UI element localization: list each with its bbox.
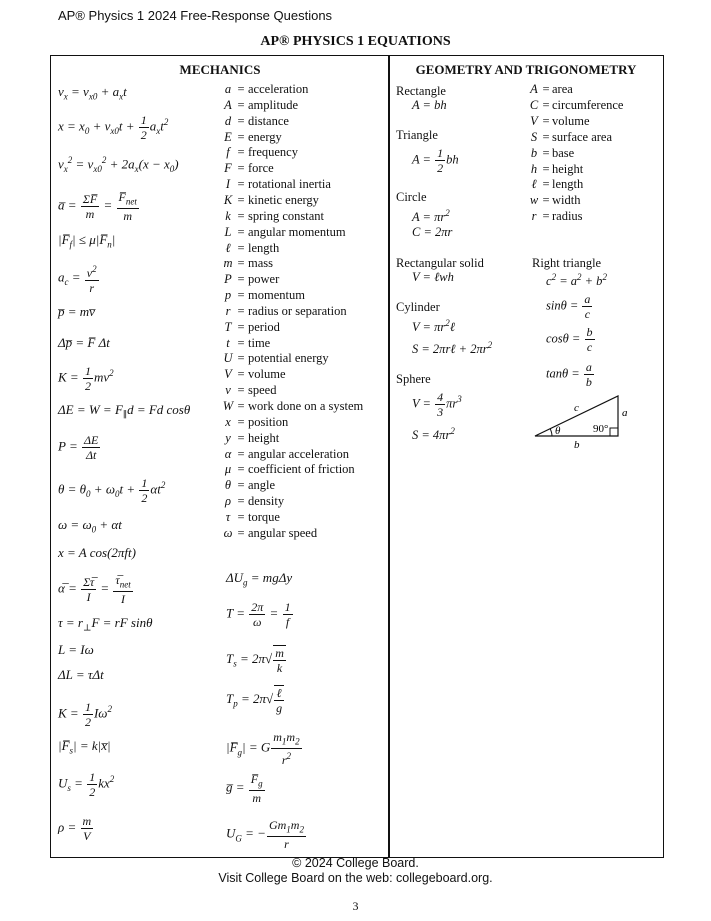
variable-row xyxy=(222,98,298,113)
equation-cylinder-surface: S = 2πrℓ + $2\pi r^2$ xyxy=(412,340,493,357)
equals-sign: = xyxy=(237,303,245,318)
geometry-variable-symbol: b xyxy=(530,145,538,160)
equation-angular-position: $\theta = \theta_0 + \omega_0t$ + $\frac{1}{2}$ $\alpha t^2$ xyxy=(58,476,166,505)
equals-sign: = xyxy=(542,82,550,96)
variable-description: angular speed xyxy=(248,525,318,540)
equals-sign: = xyxy=(542,209,550,224)
equation-pythagorean: $c^2 = a^2 + b^2$ xyxy=(546,272,607,289)
equals-sign: = xyxy=(237,414,245,429)
equation-angular-momentum: L = Iω xyxy=(58,642,94,657)
equals-sign: = xyxy=(237,319,245,334)
shape-cylinder: Cylinder xyxy=(396,300,440,314)
variable-symbol: θ xyxy=(224,478,232,493)
variable-description: height xyxy=(248,430,280,445)
variable-description: period xyxy=(248,319,280,334)
variable-row xyxy=(222,304,347,319)
variable-symbol: T xyxy=(224,319,232,334)
label-right-angle: 90° xyxy=(593,423,609,435)
variable-description: mass xyxy=(248,256,273,271)
variable-description: density xyxy=(248,494,285,509)
equation-centripetal: $a_c$ = $\frac{v^2}{r}$ xyxy=(58,264,97,295)
page-title: AP® PHYSICS 1 EQUATIONS xyxy=(260,34,451,49)
variable-row xyxy=(222,526,317,541)
variable-row xyxy=(222,177,331,192)
variable-symbol: a xyxy=(224,82,232,96)
shape-sphere: Sphere xyxy=(396,372,431,386)
equation-power: P = $\frac{\Delta E}{\Delta t}$ xyxy=(58,433,99,462)
variable-description: work done on a system xyxy=(248,399,364,413)
geometry-variable-symbol: h xyxy=(530,161,538,176)
variable-row xyxy=(222,447,349,462)
equation-gravitation: $|F̅_g| = G$ $\frac{m_1m_2}{r^2}$ xyxy=(226,730,300,768)
geometry-variable-row xyxy=(528,130,612,145)
geometry-variable-symbol: A xyxy=(530,82,538,96)
right-triangle-diagram xyxy=(530,390,640,450)
variable-row xyxy=(222,114,289,129)
equals-sign: = xyxy=(237,208,245,223)
equation-sphere-volume: V = $\frac{4}{3}$ $\pi r^3$ xyxy=(412,390,462,419)
column-divider xyxy=(388,55,390,858)
equals-sign: = xyxy=(542,177,550,192)
variable-description: time xyxy=(248,335,271,350)
variable-description: rotational inertia xyxy=(248,177,331,192)
equation-angular-acceleration: α̅ = $\frac{\Sigma\tau̅}{I}$ = $\frac{\tau̅_{net}}{I}$ xyxy=(58,573,131,607)
variable-symbol: x xyxy=(225,414,231,429)
equation-work: $\Delta E = W = F_\parallel d = Fd$ cosθ xyxy=(58,402,191,420)
variable-symbol: r xyxy=(225,303,231,318)
shape-rect-solid: Rectangular solid xyxy=(396,256,484,270)
shape-rectangle: Rectangle xyxy=(396,84,446,98)
equation-impulse: Δp̅ = F̅ Δt xyxy=(58,335,110,350)
equation-angular-impulse: ΔL = τΔt xyxy=(58,667,104,682)
variable-symbol: P xyxy=(224,272,232,287)
equals-sign: = xyxy=(237,335,245,350)
variable-description: position xyxy=(248,414,289,429)
variable-row xyxy=(222,367,286,382)
geometry-variable-row xyxy=(528,82,573,97)
equals-sign: = xyxy=(237,494,245,509)
variable-description: distance xyxy=(248,113,289,128)
variable-symbol: d xyxy=(224,113,232,128)
variable-description: acceleration xyxy=(248,82,309,96)
variable-symbol: U xyxy=(223,351,233,366)
variable-description: angular momentum xyxy=(248,224,346,239)
equation-gravitational-potential: $U_G$ = − $\frac{Gm_1m_2}{r}$ xyxy=(226,818,304,852)
geometry-variable-row xyxy=(528,209,583,224)
equation-rotational-ke: K = $\frac{1}{2}$ $I\omega^2$ xyxy=(58,700,112,729)
variable-symbol: τ xyxy=(225,509,231,524)
variable-symbol: I xyxy=(225,177,231,192)
equation-sine: sinθ = $\frac{a}{c}$ xyxy=(546,292,591,321)
equation-velocity: $v_x = v_{x0} + a_xt$ xyxy=(58,84,127,102)
variable-symbol: E xyxy=(224,129,232,144)
equals-sign: = xyxy=(237,82,245,96)
equation-cylinder-volume: $V = \pi r^2\ell$ xyxy=(412,318,455,335)
equals-sign: = xyxy=(237,383,245,398)
equation-spring-force: $|F̅_s|$ = k|x̅| xyxy=(58,738,111,756)
equals-sign: = xyxy=(237,272,245,287)
equals-sign: = xyxy=(237,177,245,192)
variable-row xyxy=(222,478,275,493)
geometry-variable-description: area xyxy=(552,82,573,96)
variable-symbol: α xyxy=(224,446,232,461)
geometry-variable-description: radius xyxy=(552,209,583,224)
geometry-variable-description: surface area xyxy=(552,129,613,144)
equals-sign: = xyxy=(237,145,245,160)
geometry-variable-row xyxy=(528,114,590,129)
variable-row xyxy=(222,256,273,271)
geometry-variable-symbol: S xyxy=(530,129,538,144)
geometry-variable-symbol: C xyxy=(529,97,539,112)
variable-row xyxy=(222,494,284,509)
equals-sign: = xyxy=(237,288,245,303)
geometry-variable-symbol: r xyxy=(531,209,537,224)
variable-symbol: p xyxy=(224,288,232,303)
equation-friction: $|F̅_f|$ ≤ $\mu|F̅_n|$ xyxy=(58,232,116,250)
footer-copyright: © 2024 College Board. xyxy=(292,856,419,870)
equals-sign: = xyxy=(237,351,245,366)
variable-row xyxy=(222,399,363,414)
equals-sign: = xyxy=(237,478,245,493)
shape-triangle: Triangle xyxy=(396,128,438,142)
geometry-variable-description: width xyxy=(552,193,581,208)
equals-sign: = xyxy=(237,430,245,445)
label-theta: θ xyxy=(555,425,561,437)
variable-row xyxy=(222,320,280,335)
variable-row xyxy=(222,130,282,145)
footer-visit: Visit College Board on the web: collegeboard.org. xyxy=(218,871,493,885)
variable-row xyxy=(222,431,279,446)
geometry-variable-row xyxy=(528,146,574,161)
page-header: AP® Physics 1 2024 Free-Response Questions xyxy=(58,8,333,23)
variable-description: speed xyxy=(248,383,277,398)
geometry-variable-row xyxy=(528,98,623,113)
equals-sign: = xyxy=(237,399,245,413)
geometry-variable-description: base xyxy=(552,145,575,160)
variable-description: radius or separation xyxy=(248,303,347,318)
variable-row xyxy=(222,510,280,525)
variable-row xyxy=(222,336,270,351)
equals-sign: = xyxy=(237,256,245,271)
variable-row xyxy=(222,145,298,160)
variable-symbol: ω xyxy=(223,525,233,540)
geometry-variable-row xyxy=(528,177,583,192)
equation-density: ρ = $\frac{m}{V}$ xyxy=(58,814,92,843)
label-b: b xyxy=(574,439,580,450)
variable-row xyxy=(222,225,346,240)
variable-row xyxy=(222,462,355,477)
equals-sign: = xyxy=(237,224,245,239)
geometry-variable-description: length xyxy=(552,177,584,192)
equation-angular-velocity: $\omega = \omega_0 + \alpha t$ xyxy=(58,517,122,535)
shape-right-triangle: Right triangle xyxy=(532,256,602,270)
label-c: c xyxy=(574,402,579,414)
equals-sign: = xyxy=(237,367,245,382)
variable-symbol: F xyxy=(224,161,232,176)
equals-sign: = xyxy=(542,129,550,144)
variable-row xyxy=(222,415,288,430)
equation-pendulum-period: $T_p = 2\pi√$ $\frac{\text{ℓ}}{g}$ xyxy=(226,686,283,715)
variable-description: angle xyxy=(248,478,276,493)
variable-row xyxy=(222,288,305,303)
equation-rect-solid-volume: V = ℓwh xyxy=(412,270,454,284)
equals-sign: = xyxy=(237,525,245,540)
shape-circle: Circle xyxy=(396,190,427,204)
angle-arc xyxy=(550,429,552,437)
equation-spring-pe: $U_s$ = $\frac{1}{2}$ $kx^2$ xyxy=(58,770,115,799)
equation-circle-area: $A = \pi r^2$ xyxy=(412,208,450,225)
variable-description: spring constant xyxy=(248,208,325,223)
label-a: a xyxy=(622,407,628,419)
variable-description: volume xyxy=(248,367,286,382)
equals-sign: = xyxy=(542,145,550,160)
variable-description: potential energy xyxy=(248,351,329,366)
variable-description: coefficient of friction xyxy=(248,462,355,477)
equation-sphere-surface: $S = 4\pi r^2$ xyxy=(412,426,455,443)
geometry-variable-description: volume xyxy=(552,113,590,128)
equation-velocity-squared: $v_x^2 = v_{x0}^2 + 2a_x(x - x_0)$ xyxy=(58,155,179,174)
geometry-variable-row xyxy=(528,162,583,177)
page-number: 3 xyxy=(352,899,359,913)
geometry-variable-description: height xyxy=(552,161,584,176)
equation-gravitational-pe: $\Delta U_g = mg\Delta y$ xyxy=(226,570,293,588)
equation-circumference: C = 2πr xyxy=(412,225,453,239)
equals-sign: = xyxy=(237,97,245,112)
variable-row xyxy=(222,161,274,176)
equals-sign: = xyxy=(237,113,245,128)
variable-row xyxy=(222,209,324,224)
variable-description: angular acceleration xyxy=(248,446,349,461)
right-angle-mark xyxy=(610,428,618,436)
variable-symbol: m xyxy=(223,256,233,271)
variable-symbol: y xyxy=(225,430,231,445)
equals-sign: = xyxy=(237,446,245,461)
equals-sign: = xyxy=(542,193,550,208)
variable-description: frequency xyxy=(248,145,298,160)
equals-sign: = xyxy=(542,161,550,176)
variable-row xyxy=(222,82,308,97)
variable-symbol: μ xyxy=(224,462,232,477)
equals-sign: = xyxy=(542,113,550,128)
equation-shm: x = A cos(2πft) xyxy=(58,545,136,560)
equals-sign: = xyxy=(237,462,245,477)
geometry-variable-symbol: w xyxy=(529,193,539,208)
variable-row xyxy=(222,351,329,366)
variable-symbol: A xyxy=(224,97,232,112)
equation-momentum: p̅ = mv̅ xyxy=(58,304,95,319)
variable-description: amplitude xyxy=(248,97,298,112)
variable-description: torque xyxy=(248,509,280,524)
equation-net-force: a̅ = $\frac{\Sigma F̅}{m}$ = $\frac{F̅_{net}}{m}$ xyxy=(58,190,137,224)
geometry-variable-symbol: V xyxy=(530,113,538,128)
equation-cosine: cosθ = $\frac{b}{c}$ xyxy=(546,325,593,354)
variable-symbol: K xyxy=(223,192,233,207)
variable-description: kinetic energy xyxy=(248,192,319,207)
equation-kinetic-energy: K = $\frac{1}{2}$ $mv^2$ xyxy=(58,364,114,393)
equals-sign: = xyxy=(542,97,550,112)
equation-gravitational-field: g̅ = $\frac{F̅_g}{m}$ xyxy=(226,772,263,806)
geometry-variable-symbol: ℓ xyxy=(531,177,537,192)
equation-triangle-area: A = $\frac{1}{2}$ bh xyxy=(412,146,459,175)
equation-spring-period: $T_s = 2\pi√$ $\frac{m}{k}$ xyxy=(226,646,284,675)
equals-sign: = xyxy=(237,129,245,144)
equation-rectangle-area: A = bh xyxy=(412,98,447,112)
variable-symbol: ℓ xyxy=(225,240,231,255)
equals-sign: = xyxy=(237,240,245,255)
variable-symbol: V xyxy=(224,367,232,382)
equation-tangent: tanθ = $\frac{a}{b}$ xyxy=(546,360,592,389)
equals-sign: = xyxy=(237,509,245,524)
variable-description: energy xyxy=(248,129,282,144)
geometry-variable-description: circumference xyxy=(552,97,624,112)
equation-position: $x = x_0 + v_{x0}t$ + $\frac{1}{2}$ $a_xt^2$ xyxy=(58,113,169,142)
equals-sign: = xyxy=(237,192,245,207)
variable-symbol: t xyxy=(226,335,230,350)
variable-row xyxy=(222,241,279,256)
variable-symbol: f xyxy=(226,145,230,160)
variable-description: momentum xyxy=(248,288,305,303)
variable-symbol: ρ xyxy=(225,494,231,509)
equation-period: T = $\frac{2\pi}{\omega}$ = $\frac{1}{f}$ xyxy=(226,600,291,629)
variable-row xyxy=(222,272,279,287)
variable-description: power xyxy=(248,272,280,287)
variable-symbol: k xyxy=(225,208,231,223)
mechanics-heading: MECHANICS xyxy=(179,62,261,77)
variable-row xyxy=(222,193,319,208)
variable-symbol: L xyxy=(224,224,232,239)
variable-symbol: v xyxy=(225,383,231,398)
variable-description: length xyxy=(248,240,280,255)
equation-torque: $\tau = r_\perp F$ = rF sinθ xyxy=(58,615,153,633)
geometry-variable-row xyxy=(528,193,580,208)
equals-sign: = xyxy=(237,161,245,176)
variable-description: force xyxy=(248,161,274,176)
variable-row xyxy=(222,383,276,398)
geometry-heading: GEOMETRY AND TRIGONOMETRY xyxy=(415,62,637,77)
variable-symbol: W xyxy=(222,399,234,413)
